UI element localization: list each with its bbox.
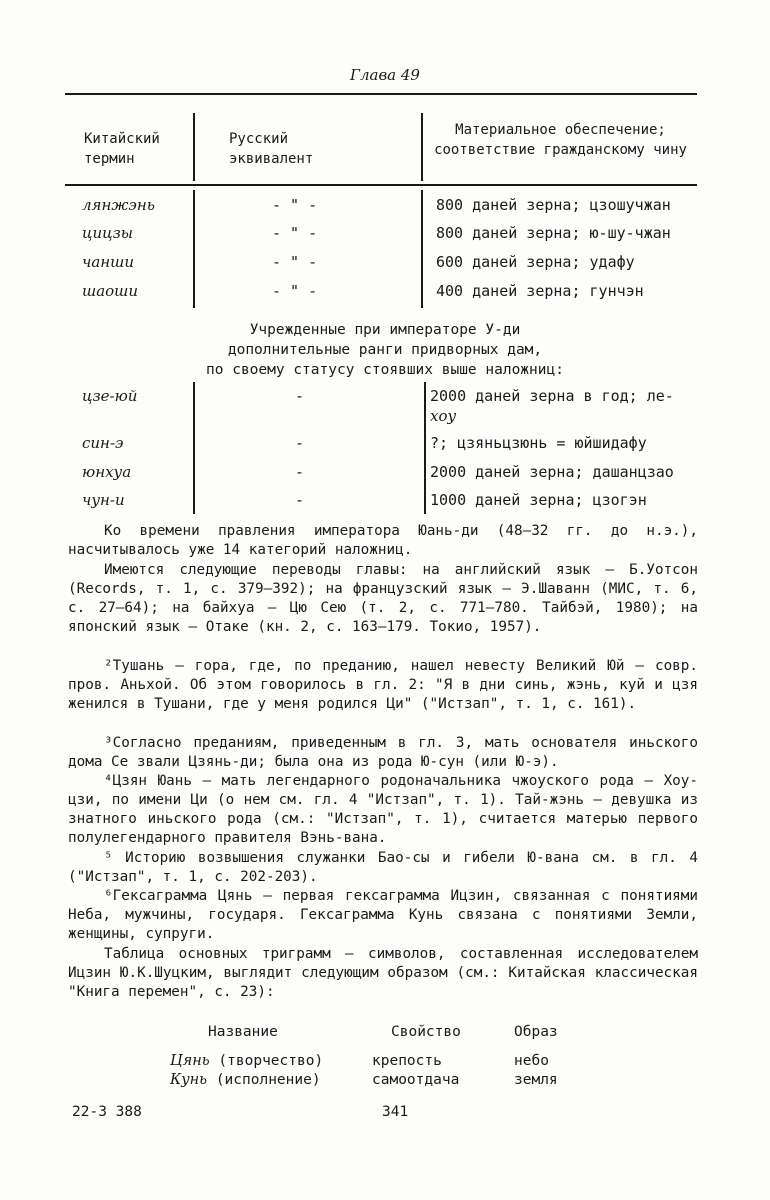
- table-row: [0, 491, 770, 515]
- footnote-5: ⁵ Историю возвышения служанки Бао-сы и гибели Ю-вана см. в гл. 4 ("Истзап", т. 1, с. 202-203).: [68, 850, 698, 885]
- table-row: [0, 196, 770, 220]
- equiv-cell: - " -: [272, 253, 318, 271]
- value-cell-continued: хоу: [430, 407, 457, 425]
- trigram-name-italic: Кунь: [170, 1072, 208, 1088]
- trigram-row-property: самоотдача: [372, 1072, 460, 1088]
- term-cell: син-э: [82, 434, 124, 452]
- footer-signature: 22-3 388: [72, 1104, 142, 1120]
- equiv-cell: -: [295, 491, 305, 509]
- term-cell: шаоши: [82, 282, 139, 300]
- trigram-name-rest: (исполнение): [207, 1072, 321, 1088]
- trigram-name-italic: Цянь: [170, 1053, 210, 1069]
- trigram-row-image: небо: [514, 1053, 549, 1069]
- trigram-row-property: крепость: [372, 1053, 442, 1069]
- equiv-cell: - " -: [272, 224, 318, 242]
- value-cell: 400 даней зерна; гунчэн: [436, 282, 644, 300]
- term-cell: чанши: [82, 253, 135, 271]
- table-subheading-line: дополнительные ранги придворных дам,: [227, 342, 543, 358]
- table-header-rule: [65, 184, 697, 186]
- term-cell: лянжэнь: [82, 196, 155, 214]
- trigram-row-name: [170, 1053, 323, 1069]
- table-row: [0, 434, 770, 458]
- value-cell: 2000 даней зерна; дашанцзао: [430, 463, 674, 481]
- table-col-divider-2: [421, 113, 423, 181]
- value-cell: 800 даней зерна; цзошучжан: [436, 196, 671, 214]
- equiv-cell: -: [295, 434, 305, 452]
- table-col-divider-1: [193, 113, 195, 181]
- table-subheading-line: по своему статусу стоявших выше наложниц:: [206, 362, 564, 378]
- trigram-header-name: Название: [208, 1024, 278, 1040]
- value-cell: 600 даней зерна; удафу: [436, 253, 635, 271]
- trigram-row-image: земля: [514, 1072, 558, 1088]
- col-header-material: Материальное обеспечение; соответствие гражданскому чину: [434, 122, 687, 158]
- value-cell: 1000 даней зерна; цзогэн: [430, 491, 647, 509]
- trigram-name-rest: (творчество): [209, 1053, 324, 1069]
- table-row: [0, 253, 770, 277]
- footnote-4: ⁴Цзян Юань — мать легендарного родоначальника чжоуского рода — Хоу-цзи, по имени Ци (о нем см. гл. 4 "Истзап", т. 1). Тай-жэнь — девушка из знатного иньского рода (см.: "Истзап", т. 1), считается матерью первого полулегендарного правителя Вэнь-вана.: [68, 773, 698, 846]
- footnote-3: ³Согласно преданиям, приведенным в гл. 3, мать основателя иньского дома Се звали Цзянь-ди; была она из рода Ю-сун (или Ю-э).: [68, 735, 698, 770]
- footnote-6: ⁶Гексаграмма Цянь — первая гексаграмма Ицзин, связанная с понятиями Неба, мужчины, государя. Гексаграмма Кунь связана с понятиями Земли, женщины, супруги.: [68, 888, 698, 942]
- table-row: [0, 224, 770, 248]
- paragraph: Ко времени правления императора Юань-ди (48—32 гг. до н.э.), насчитывалось уже 14 категорий наложниц.: [68, 523, 698, 558]
- equiv-cell: - " -: [272, 282, 318, 300]
- term-cell: цзе-юй: [82, 387, 138, 405]
- trigram-row-name: [170, 1072, 321, 1088]
- equiv-cell: -: [295, 463, 305, 481]
- table-subheading-line: Учрежденные при императоре У-ди: [249, 322, 521, 338]
- col-header-russian-equiv: Русский эквивалент: [229, 131, 314, 167]
- value-cell: ?; цзяньцзюнь = юйшидафу: [430, 434, 647, 452]
- trigram-header-image: Образ: [514, 1024, 558, 1040]
- table-top-rule: [65, 93, 697, 95]
- term-cell: юнхуа: [82, 463, 132, 481]
- value-cell: 800 даней зерна; ю-шу-чжан: [436, 224, 671, 242]
- footnote-2: ²Тушань — гора, где, по преданию, нашел невесту Великий Юй — совр. пров. Аньхой. Об этом говорилось в гл. 2: "Я в дни синь, жэнь, куй и цзя женился в Тушани, где у меня родился Ци" ("Истзап", т. 1, с. 161).: [68, 658, 698, 712]
- page-number: 341: [382, 1104, 409, 1120]
- col-header-chinese-term: Китайский термин: [84, 131, 160, 167]
- term-cell: чун-и: [82, 491, 125, 509]
- value-cell: 2000 даней зерна в год; ле-: [430, 387, 674, 405]
- table-row: [0, 387, 770, 411]
- term-cell: цицзы: [82, 224, 133, 242]
- paragraph: Имеются следующие переводы главы: на английский язык — Б.Уотсон (Records, т. 1, с. 379—392); на французский язык — Э.Шаванн (МИС, т. 6, с. 27—64); на байхуа — Цю Сею (т. 2, с. 771—780. Тайбэй, 1980); на японский язык — Отаке (кн. 2, с. 163—179. Токио, 1957).: [68, 562, 698, 635]
- table-row: [0, 463, 770, 487]
- chapter-header: Глава 49: [350, 66, 420, 84]
- trigram-header-property: Свойство: [391, 1024, 461, 1040]
- paragraph: Таблица основных триграмм — символов, составленная исследователем Ицзин Ю.К.Шуцким, выглядит следующим образом (см.: Китайская классическая "Книга перемен", с. 23):: [68, 946, 698, 1000]
- table-row: [0, 282, 770, 306]
- equiv-cell: - " -: [272, 196, 318, 214]
- equiv-cell: -: [295, 387, 305, 405]
